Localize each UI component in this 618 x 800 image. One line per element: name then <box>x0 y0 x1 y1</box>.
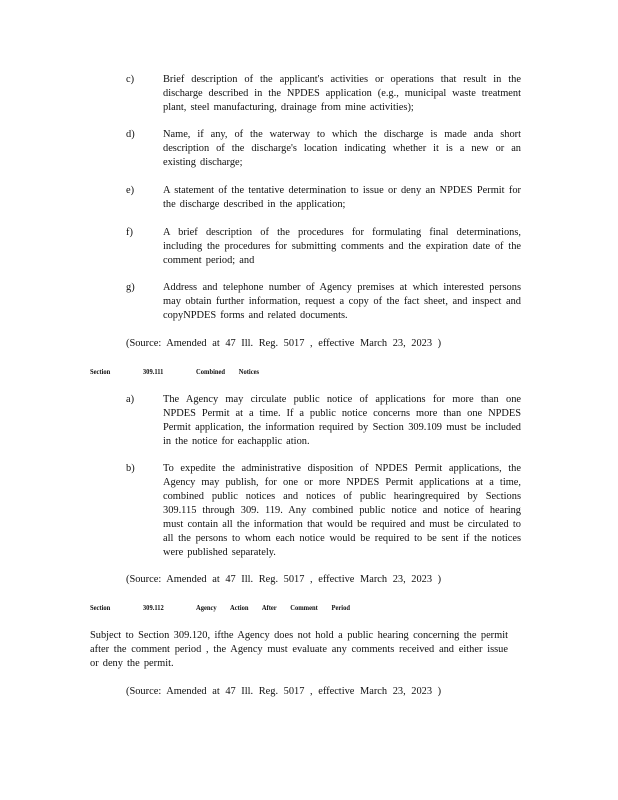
section-number: 309.112 <box>142 603 164 612</box>
source-note: (Source: Amended at 47 Ill. Reg. 5017 , effective March 23, 2023 ) <box>126 574 442 585</box>
section-word: Section <box>90 603 111 612</box>
item-label: b) <box>126 463 135 474</box>
section-paragraph: Subject to Section 309.120, ifthe Agency does not hold a public hearing concerning the permit after the comment period , the Agency must evaluate any comments received and either issue or deny the permit. <box>90 630 508 669</box>
section-heading <box>90 367 278 377</box>
item-text: To expedite the administrative disposition of NPDES Permit applications, the Agency may publish, for one or more NPDES Permit applications at a time, combined public notices and notices of public hearingrequired by Sections 309.115 through 309. 119. Any combined public notice and notice of hearing must contain all the information that would be required and must be circulated to all the persons to whom each notice would be required to be sent if the notices were published separately. <box>163 463 521 558</box>
item-text: The Agency may circulate public notice of applications for more than one NPDES Permit at a time. If a public notice concerns more than one NPDES Permit application, the information required by Section 309.109 must be included in the notice for eachapplic ation. <box>163 394 521 447</box>
item-text: Address and telephone number of Agency premises at which interested persons may obtain further information, request a copy of the fact sheet, and inspect and copyNPDES forms and related documents. <box>163 282 521 321</box>
item-label: a) <box>126 394 135 405</box>
item-text: Brief description of the applicant's activities or operations that result in the discharge described in the NPDES application (e.g., municipal waste treatment plant, steel manufacturing, drainage from mine activities); <box>163 74 521 113</box>
item-label: d) <box>126 129 135 140</box>
section-title: Agency Action After Comment Period <box>196 603 350 612</box>
section-number: 309.111 <box>142 367 164 376</box>
source-note: (Source: Amended at 47 Ill. Reg. 5017 , effective March 23, 2023 ) <box>126 338 442 349</box>
item-text: A statement of the tentative determination to issue or deny an NPDES Permit for the discharge described in the application; <box>163 185 521 210</box>
source-note: (Source: Amended at 47 Ill. Reg. 5017 , effective March 23, 2023 ) <box>126 686 442 697</box>
item-label: f) <box>126 227 133 238</box>
item-label: g) <box>126 282 135 293</box>
item-label: e) <box>126 185 135 196</box>
section-title: Combined Notices <box>196 367 260 376</box>
item-text: Name, if any, of the waterway to which the discharge is made anda short description of the discharge's location indicating whether it is a new or an existing discharge; <box>163 129 521 168</box>
item-label: c) <box>126 74 135 85</box>
section-word: Section <box>90 367 111 376</box>
item-text: A brief description of the procedures for formulating final determinations, including the procedures for submitting comments and the expiration date of the comment period; and <box>163 227 521 266</box>
section-heading <box>90 603 369 613</box>
